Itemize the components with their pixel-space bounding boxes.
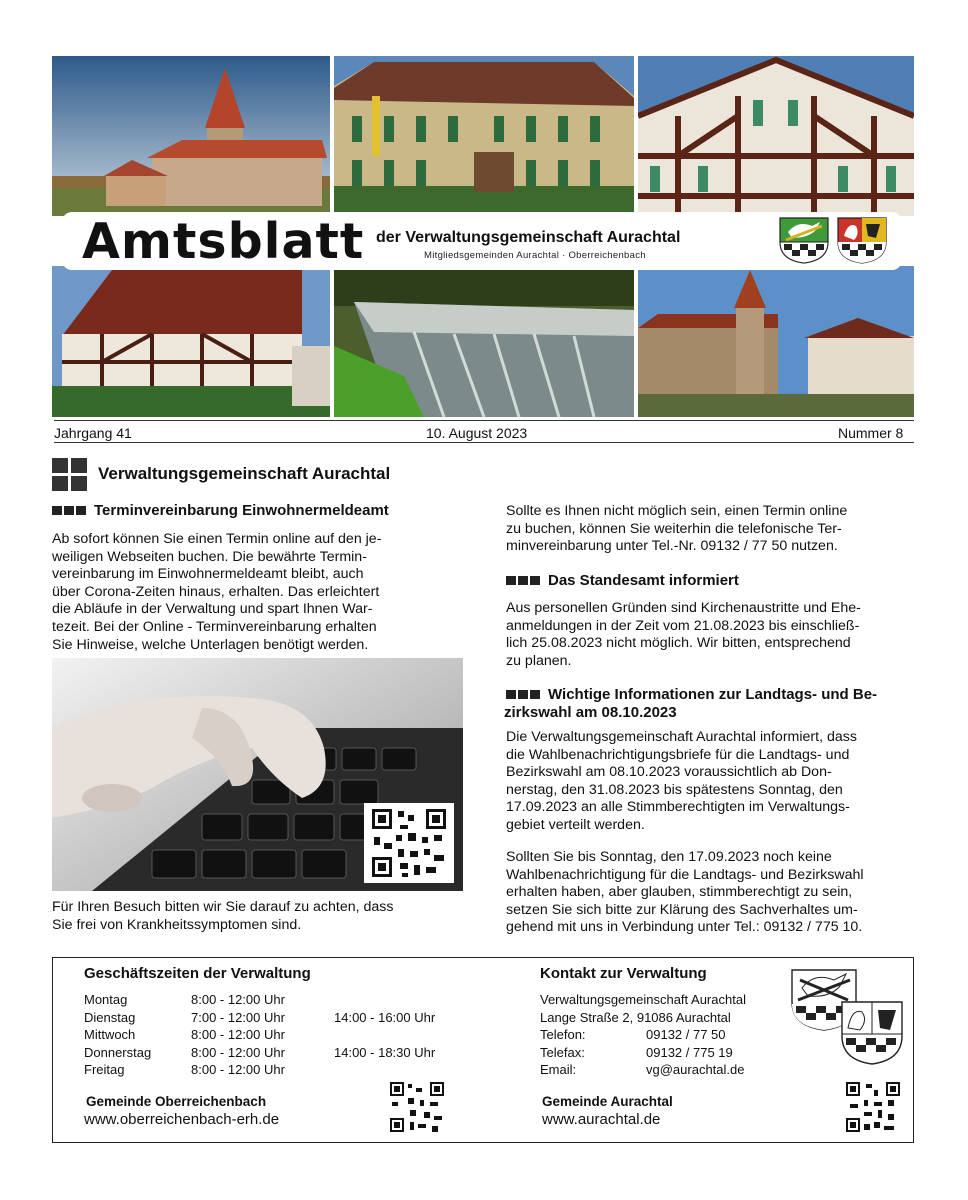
- manor-photo: [334, 56, 634, 216]
- hours-am: 7:00 - 12:00 Uhr: [191, 1010, 285, 1025]
- text-line: anmeldungen in der Zeit vom 21.08.2023 bis einschließ-: [506, 617, 860, 634]
- text-line: Sie Hinweise, welche Unterlagen benötigt werden.: [52, 636, 369, 653]
- text-line: lich 25.08.2023 nicht möglich. Wir bitten, entsprechend: [506, 635, 851, 652]
- heading-wahl: [506, 686, 877, 722]
- text-line: gehend mit uns in Verbindung unter Tel.: 09132 / 775 10.: [506, 919, 863, 936]
- text-line: Die Verwaltungsgemeinschaft Aurachtal informiert, dass: [506, 729, 857, 745]
- masthead-rule: [54, 420, 914, 421]
- hours-am: 8:00 - 12:00 Uhr: [191, 1062, 285, 1077]
- heading-squares-icon: [506, 576, 540, 585]
- heading-standesamt-text: Das Standesamt informiert: [548, 572, 739, 589]
- heading-wahl-line: zirkswahl am 08.10.2023: [504, 704, 677, 721]
- section-squares-icon: [52, 458, 88, 492]
- text-line: vereinbarung im Einwohnermeldeamt bleibt, auch: [52, 566, 364, 583]
- contact-address: Lange Straße 2, 91086 Aurachtal: [540, 1010, 731, 1025]
- text-line: tezeit. Bei der Online - Terminvereinbarung erhalten: [52, 618, 377, 635]
- text-line: Für Ihren Besuch bitten wir Sie darauf zu achten, dass: [52, 899, 394, 915]
- qr-code-oberreichenbach[interactable]: [388, 1080, 446, 1134]
- heading-standesamt: [506, 572, 739, 589]
- church-photo: [52, 56, 330, 216]
- text-line: zu planen.: [506, 652, 572, 669]
- text-line: Sollte es Ihnen nicht möglich sein, einen Termin online: [506, 503, 848, 519]
- text-line: Bezirkswahl am 08.10.2023 voraussichtlich ab Don-: [506, 764, 832, 781]
- text-line: die Abläufe in der Verwaltung und spart Ihnen War-: [52, 601, 373, 618]
- heading-squares-icon: [52, 506, 86, 515]
- heading-termin-text: Terminvereinbarung Einwohnermeldeamt: [94, 502, 389, 519]
- text-line: zu buchen, können Sie weiterhin die telefonische Ter-: [506, 520, 842, 537]
- wahl-text-1: [506, 729, 914, 835]
- contact-org: Verwaltungsgemeinschaft Aurachtal: [540, 992, 746, 1007]
- phone-value: 09132 / 77 50: [646, 1027, 726, 1042]
- section-title: Verwaltungsgemeinschaft Aurachtal: [98, 464, 391, 483]
- text-line: die Wahlbenachrichtigungsbriefe für die Landtags- und: [506, 746, 850, 763]
- qr-code-aurachtal[interactable]: [844, 1080, 902, 1134]
- wahl-text-2: [506, 849, 914, 937]
- village-church-photo: [638, 266, 914, 417]
- text-line: über Corona-Zeiten hinaus, erhalten. Das erleichtert: [52, 583, 380, 600]
- hours-day: Dienstag: [84, 1010, 136, 1025]
- aurachtal-label: Gemeinde Aurachtal: [542, 1094, 673, 1109]
- contact-heading: Kontakt zur Verwaltung: [540, 965, 707, 982]
- hours-day: Montag: [84, 992, 128, 1007]
- hours-am: 8:00 - 12:00 Uhr: [191, 1027, 285, 1042]
- masthead-subtitle: der Verwaltungsgemeinschaft Aurachtal: [376, 229, 681, 246]
- aurachtal-link[interactable]: www.aurachtal.de: [542, 1111, 661, 1128]
- hours-am: 8:00 - 12:00 Uhr: [191, 992, 285, 1007]
- hours-am: 8:00 - 12:00 Uhr: [191, 1045, 285, 1060]
- text-line: gebiet verteilt werden.: [506, 816, 645, 833]
- text-line: Sollten Sie bis Sonntag, den 17.09.2023 noch keine: [506, 849, 832, 865]
- volume: Jahrgang 41: [54, 425, 132, 441]
- text-line: weiligen Webseiten buchen. Die bewährte Termin-: [52, 548, 367, 565]
- issue-number: Nummer 8: [838, 425, 904, 441]
- timber-frame-photo: [638, 56, 914, 216]
- hours-day: Mittwoch: [84, 1027, 136, 1042]
- termin-text: [52, 531, 462, 654]
- text-line: Aus personellen Gründen sind Kirchenaustritte und Ehe-: [506, 600, 861, 616]
- hours-day: Freitag: [84, 1062, 125, 1077]
- hours-day: Donnerstag: [84, 1045, 152, 1060]
- fax-value: 09132 / 775 19: [646, 1045, 733, 1060]
- oberreichenbach-crest: [840, 1000, 904, 1066]
- heading-termin: [52, 502, 389, 519]
- heading-squares-icon: [506, 690, 540, 699]
- heading-wahl-line: Wichtige Informationen zur Landtags- und Be-: [548, 686, 878, 703]
- masthead-title: Amtsblatt: [82, 213, 365, 270]
- text-line: Sie frei von Krankheitssymptomen sind.: [52, 916, 302, 933]
- text-line: 17.09.2023 an alle Stimmberechtigten im Verwaltungs-: [506, 799, 850, 816]
- email-label: Email:: [540, 1062, 577, 1077]
- email-link[interactable]: vg@aurachtal.de: [646, 1062, 745, 1077]
- hours-pm: 14:00 - 16:00 Uhr: [334, 1010, 436, 1025]
- termin-continued: [506, 503, 914, 556]
- text-line: minvereinbarung unter Tel.-Nr. 09132 / 77 50 nutzen.: [506, 538, 838, 555]
- aurachtal-crest: [778, 216, 830, 264]
- standesamt-text: [506, 600, 914, 670]
- text-line: setzen Sie sich bitte zur Klärung des Sachverhaltes um-: [506, 901, 858, 918]
- member-municipalities: Mitgliedsgemeinden Aurachtal · Oberreichenbach: [424, 250, 646, 261]
- text-line: erhalten haben, aber glauben, stimmberechtigt zu sein,: [506, 884, 853, 901]
- visit-note: [52, 899, 463, 934]
- oberreichenbach-crest: [836, 216, 888, 264]
- issue-date: 10. August 2023: [426, 425, 528, 441]
- hours-heading: Geschäftszeiten der Verwaltung: [84, 965, 311, 982]
- fax-label: Telefax:: [540, 1045, 585, 1060]
- phone-label: Telefon:: [540, 1027, 586, 1042]
- text-line: Ab sofort können Sie einen Termin online auf den je-: [52, 531, 382, 547]
- waterfall-photo: [334, 266, 634, 417]
- text-line: nerstag, den 31.08.2023 bis spätestens Sonntag, den: [506, 781, 843, 798]
- meta-rule: [54, 442, 914, 443]
- farmhouse-photo: [52, 266, 330, 417]
- hours-pm: 14:00 - 18:30 Uhr: [334, 1045, 436, 1060]
- qr-code[interactable]: [364, 803, 454, 883]
- text-line: Wahlbenachrichtigung für die Landtags- und Bezirkswahl: [506, 866, 864, 883]
- oberreichenbach-label: Gemeinde Oberreichenbach: [86, 1094, 267, 1109]
- oberreichenbach-link[interactable]: www.oberreichenbach-erh.de: [84, 1111, 280, 1128]
